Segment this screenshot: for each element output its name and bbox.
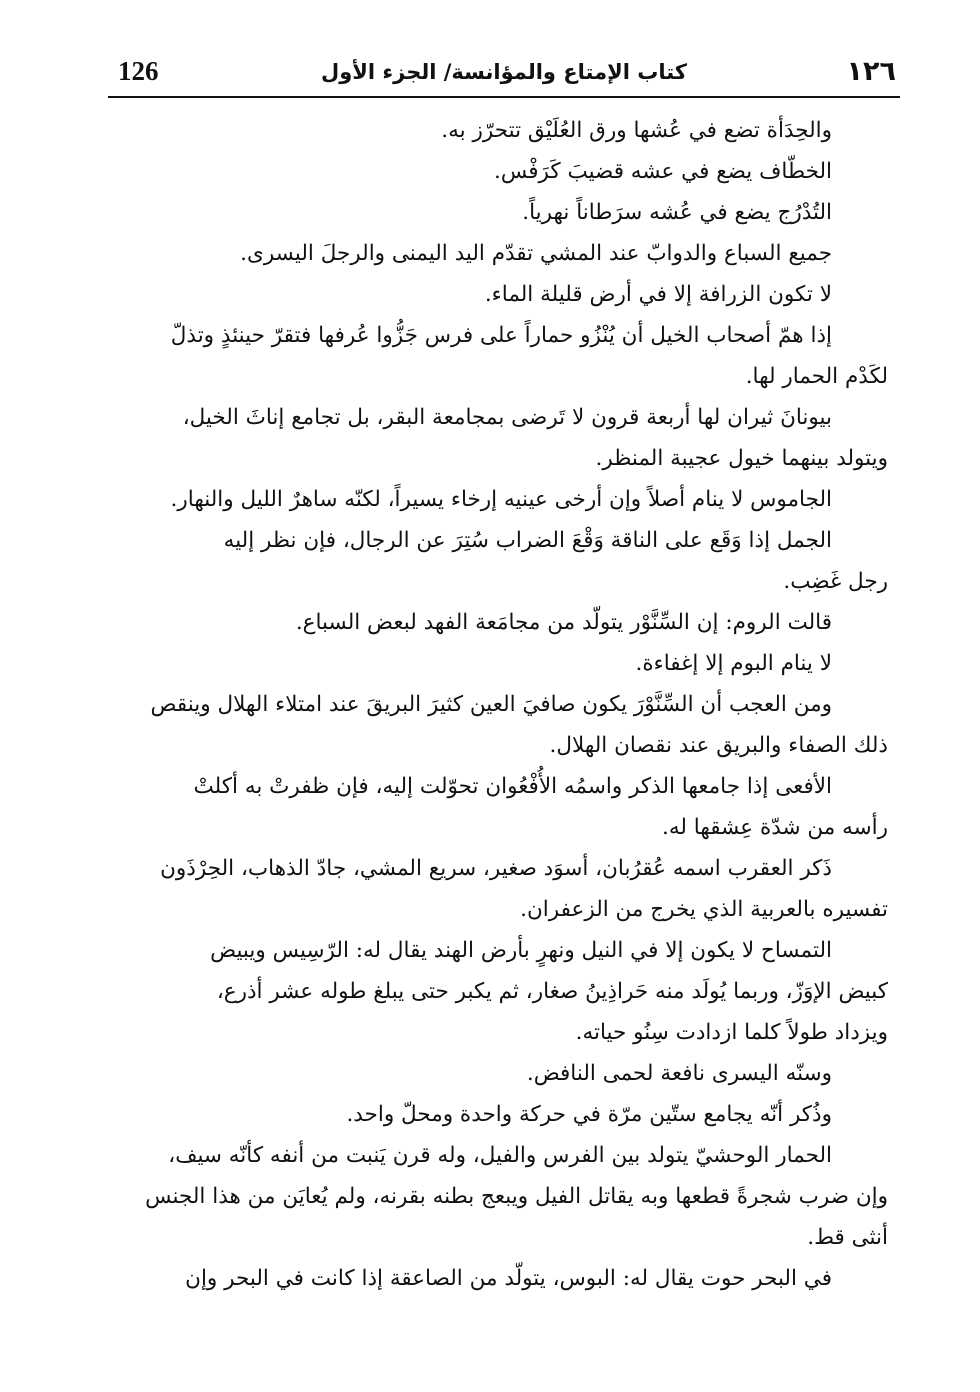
text-line: ويزداد طولاً كلما ازدادت سِنُو حياته. [575, 1020, 888, 1045]
paragraph [108, 643, 888, 684]
text-line: كبيض الإوَزّ، وربما يُولَد منه حَراذِينُ صغار، ثم يكبر حتى يبلغ طوله عشر أذرع، [216, 979, 888, 1004]
paragraph [108, 602, 888, 643]
paragraph [108, 274, 888, 315]
page-number-latin: 126 [118, 56, 159, 86]
paragraph [108, 930, 888, 1053]
text-line: ذلك الصفاء والبريق عند نقصان الهلال. [549, 733, 888, 758]
paragraph [108, 397, 888, 479]
text-line: ويتولد بينهما خيول عجيبة المنظر. [595, 446, 888, 471]
header-title: كتاب الإمتاع والمؤانسة/ الجزء الأول [320, 60, 688, 84]
paragraph [108, 1094, 888, 1135]
text-line: الأفعى إذا جامعها الذكر واسمُه الأُفْعُوان تحوّلت إليه، فإن ظفرتْ به أكلتْ [193, 774, 832, 799]
text-line: التمساح لا يكون إلا في النيل ونهرٍ بأرض الهند يقال له: الرّسِيس ويبيض [210, 938, 832, 963]
text-line: لا تكون الزرافة إلا في أرض قليلة الماء. [484, 282, 832, 307]
paragraph [108, 315, 888, 397]
paragraph [108, 233, 888, 274]
paragraph [108, 479, 888, 520]
running-header [108, 52, 900, 98]
page-number-arabic: ١٢٦ [846, 56, 896, 87]
text-line: الجاموس لا ينام أصلاً وإن أرخى عينيه إرخاء يسيراً، لكنّه ساهرٌ الليل والنهار. [170, 487, 832, 512]
paragraph [108, 110, 888, 151]
paragraph [108, 1053, 888, 1094]
text-line: وسنّه اليسرى نافعة لحمى النافض. [526, 1061, 832, 1086]
text-line: ذَكر العقرب اسمه عُقرُبان، أسوَد صغير، سريع المشي، جادّ الذهاب، الحِرْذَون [160, 856, 832, 881]
paragraph [108, 520, 888, 602]
text-line: رجل غَضِب. [783, 569, 888, 594]
paragraph [108, 848, 888, 930]
header-rule [108, 96, 900, 98]
text-line: الجمل إذا وَقَع على الناقة وَقْعَ الضراب سُتِرَ عن الرجال، فإن نظر إليه [223, 528, 832, 553]
text-line: التُدْرُج يضع في عُشه سرَطاناً نهرياً. [522, 200, 832, 225]
text-line: لا ينام البوم إلا إغفاءة. [635, 651, 832, 676]
text-line: ومن العجب أن السِّنَّوْرَ يكون صافيَ العين كثيرَ البريقَ عند امتلاء الهلال وينقص [150, 692, 832, 717]
text-line: لكَدْم الحمار لها. [745, 364, 888, 389]
text-line: وإن ضرب شجرةً قطعها وبه يقاتل الفيل ويبعج بطنه بقرنه، ولم يُعايَن من هذا الجنس [145, 1184, 888, 1209]
text-line: رأسه من شدّة عِشقها له. [662, 815, 888, 840]
body-text [108, 110, 888, 1299]
text-line: الحمار الوحشيّ يتولد بين الفرس والفيل، وله قرن يَنبت من أنفه كأنّه سيف، [168, 1143, 832, 1168]
text-line: قالت الروم: إن السِّنَّوْر يتولّد من مجامَعة الفهد لبعض السباع. [295, 610, 832, 635]
text-line: إذا همّ أصحاب الخيل أن يُنْزُو حماراً على فرس جَزُّوا عُرفها فتقرّ حينئذٍ وتذلّ [170, 323, 832, 348]
text-line: تفسيره بالعربية الذي يخرج من الزعفران. [520, 897, 888, 922]
paragraph [108, 684, 888, 766]
text-line: وذُكر أنّه يجامع ستّين مرّة في حركة واحدة ومحلّ واحد. [346, 1102, 832, 1127]
text-line: والحِدَأة تضع في عُشها ورق العُلَيْق تتحرّز به. [441, 118, 832, 143]
text-line: الخطّاف يضع في عشه قضيبَ كَرَفْس. [494, 159, 832, 184]
text-line: أنثى قط. [807, 1225, 888, 1250]
paragraph [108, 766, 888, 848]
text-line: في البحر حوت يقال له: البوس، يتولّد من الصاعقة إذا كانت في البحر وإن [185, 1266, 832, 1291]
paragraph [108, 192, 888, 233]
text-line: بيونانَ ثيران لها أربعة قرون لا تَرضى بمجامعة البقر، بل تجامع إناثَ الخيل، [182, 405, 832, 430]
paragraph [108, 151, 888, 192]
paragraph [108, 1135, 888, 1258]
text-line: جميع السباع والدوابّ عند المشي تقدّم اليد اليمنى والرجلَ اليسرى. [240, 241, 832, 266]
paragraph [108, 1258, 888, 1299]
